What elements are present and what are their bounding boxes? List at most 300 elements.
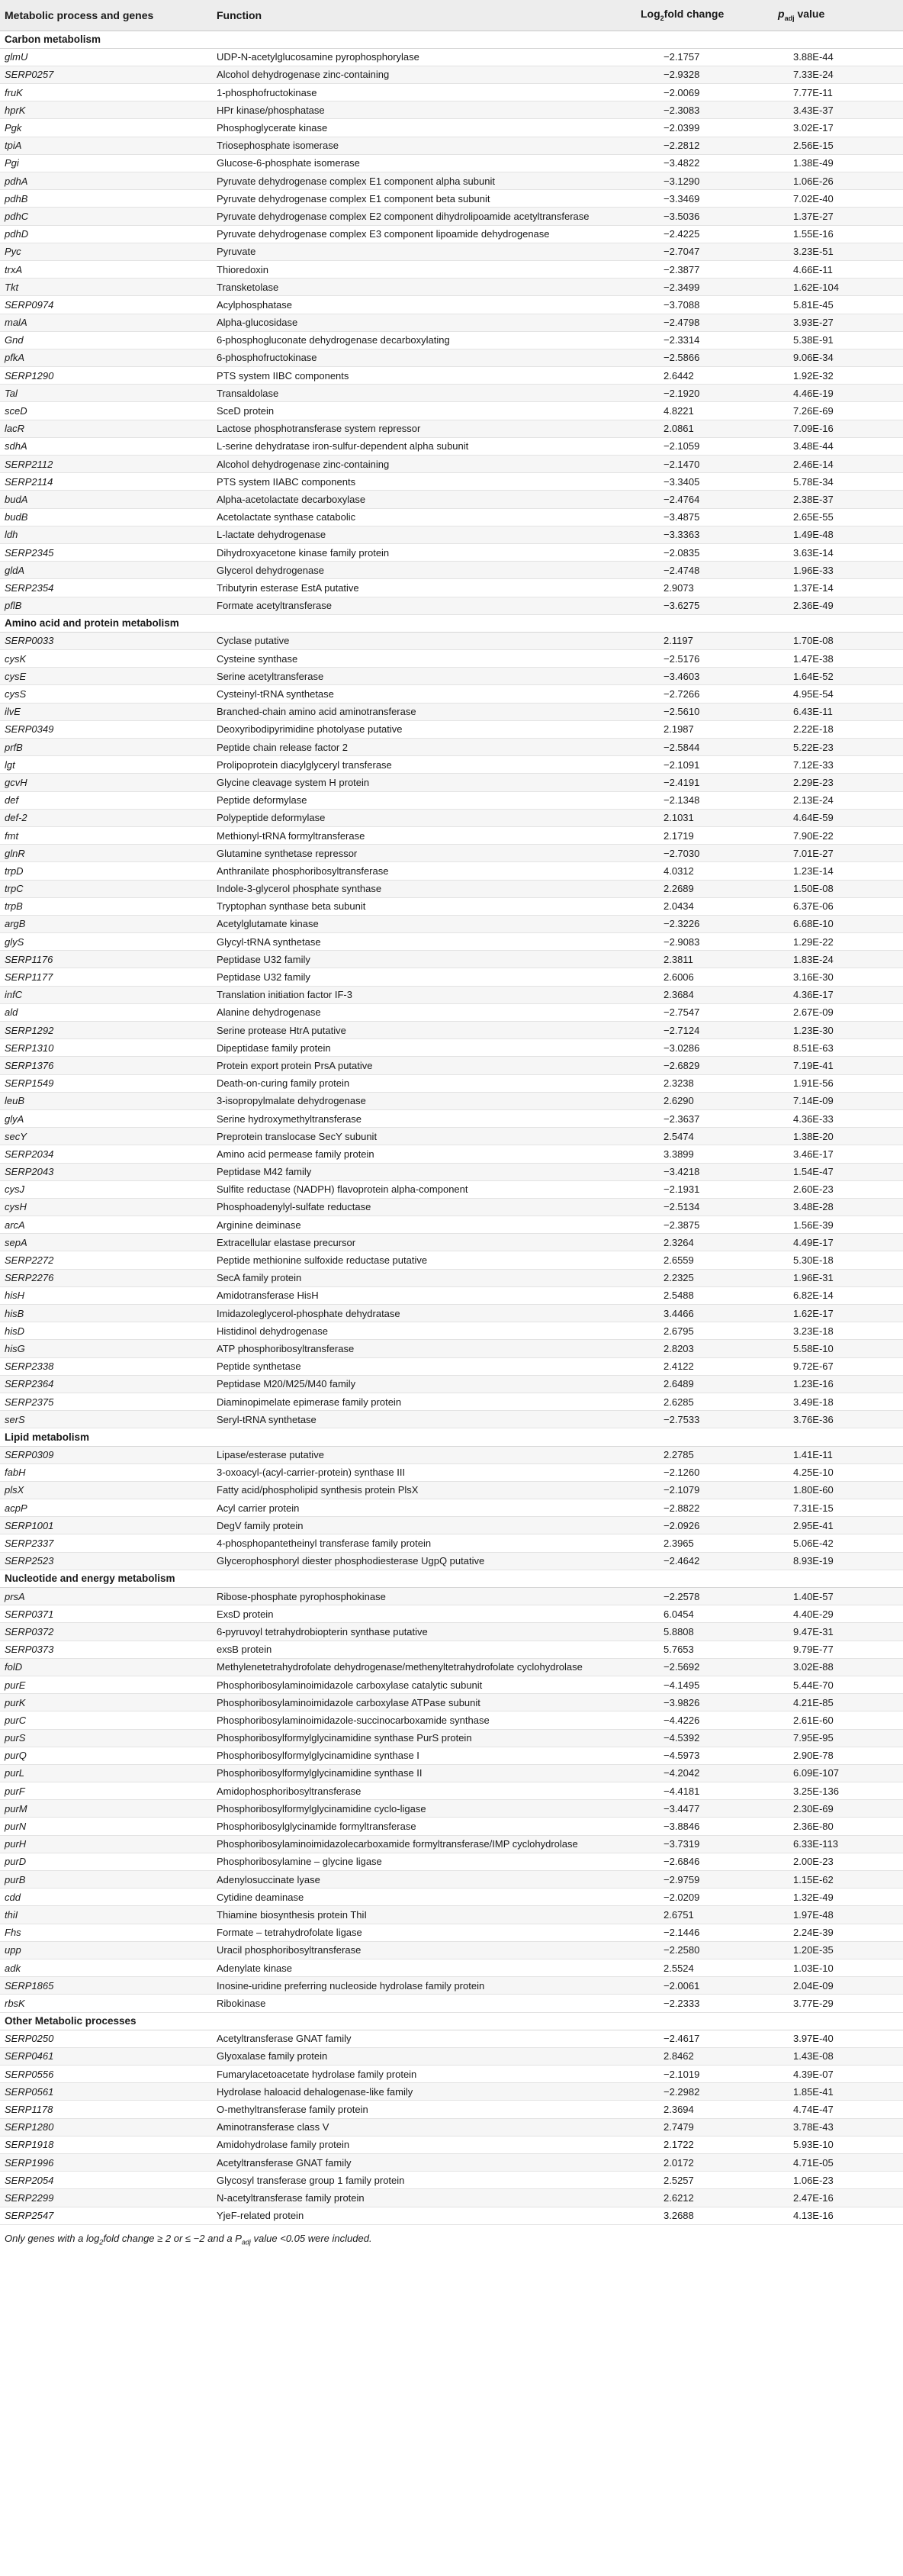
gene-cell: SERP2043 <box>5 1166 54 1178</box>
p-value-cell: 6.68E-10 <box>793 918 834 930</box>
table-row <box>0 367 903 385</box>
fold-change-cell: −2.1931 <box>664 1183 700 1196</box>
p-value-cell: 8.93E-19 <box>793 1555 834 1567</box>
table-row <box>0 154 903 172</box>
function-cell: Alcohol dehydrogenase zinc-containing <box>217 69 390 81</box>
p-value-cell: 3.97E-40 <box>793 2033 834 2045</box>
fold-change-cell: 4.0312 <box>664 865 694 877</box>
section-header-row <box>0 614 903 632</box>
gene-cell: SERP2114 <box>5 475 53 488</box>
function-cell: Formate – tetrahydrofolate ligase <box>217 1927 362 1939</box>
table-row <box>0 101 903 119</box>
function-cell: Triosephosphate isomerase <box>217 140 339 152</box>
table-row <box>0 1039 903 1057</box>
table-row <box>0 1658 903 1676</box>
table-row <box>0 1269 903 1286</box>
table-row <box>0 1924 903 1941</box>
section-title: Carbon metabolism <box>0 31 903 48</box>
p-value-cell: 7.95E-95 <box>793 1732 834 1744</box>
fold-change-cell: −2.7030 <box>664 847 700 859</box>
header-p-sub: adj <box>784 14 795 23</box>
gene-cell: sepA <box>5 1236 27 1248</box>
p-value-cell: 4.39E-07 <box>793 2068 834 2080</box>
table-row <box>0 1906 903 1924</box>
p-value-cell: 1.23E-16 <box>793 1378 834 1390</box>
fold-change-cell: −4.1495 <box>664 1679 700 1691</box>
function-cell: Phosphoribosylaminoimidazole carboxylase ATPase subunit <box>217 1696 480 1708</box>
fold-change-cell: 2.6285 <box>664 1396 694 1408</box>
p-value-cell: 4.40E-29 <box>793 1608 834 1620</box>
function-cell: Adenylosuccinate lyase <box>217 1873 320 1885</box>
function-cell: ATP phosphoribosyltransferase <box>217 1342 355 1354</box>
p-value-cell: 1.23E-30 <box>793 1024 834 1036</box>
section-title: Other Metabolic processes <box>0 2012 903 2030</box>
footnote-part: Only genes with a log <box>5 2232 100 2244</box>
function-cell: Phosphoribosylformylglycinamidine cyclo-ligase <box>217 1802 426 1814</box>
fold-change-cell: −2.1470 <box>664 458 700 470</box>
p-value-cell: 7.12E-33 <box>793 758 834 771</box>
function-cell: Glycosyl transferase group 1 family protein <box>217 2174 405 2186</box>
fold-change-cell: −2.1446 <box>664 1927 700 1939</box>
table-row <box>0 1022 903 1039</box>
gene-cell: Tkt <box>5 281 19 293</box>
p-value-cell: 7.19E-41 <box>793 1059 834 1071</box>
fold-change-cell: −2.7547 <box>664 1006 700 1019</box>
table-row <box>0 1411 903 1428</box>
gene-cell: Pyc <box>5 246 21 258</box>
function-cell: N-acetyltransferase family protein <box>217 2191 365 2204</box>
table-row <box>0 756 903 774</box>
table-row <box>0 2172 903 2189</box>
function-cell: Death-on-curing family protein <box>217 1077 350 1090</box>
table-row <box>0 1641 903 1658</box>
table-row <box>0 862 903 880</box>
p-value-cell: 5.78E-34 <box>793 475 834 488</box>
p-value-cell: 2.24E-39 <box>793 1927 834 1939</box>
gene-cell: adk <box>5 1962 21 1974</box>
table-row <box>0 1216 903 1234</box>
gene-cell: acpP <box>5 1502 27 1514</box>
fold-change-cell: −2.3499 <box>664 281 700 293</box>
table-row <box>0 190 903 208</box>
fold-change-cell: 5.7653 <box>664 1644 694 1656</box>
table-row <box>0 331 903 349</box>
p-value-cell: 1.03E-10 <box>793 1962 834 1974</box>
fold-change-cell: −3.3363 <box>664 529 700 541</box>
fold-change-cell: −2.0399 <box>664 122 700 134</box>
fold-change-cell: 2.3694 <box>664 2104 694 2116</box>
fold-change-cell: 2.3264 <box>664 1236 694 1248</box>
table-row <box>0 2066 903 2083</box>
gene-cell: purM <box>5 1802 27 1814</box>
fold-change-cell: −2.4764 <box>664 493 700 505</box>
table-row <box>0 349 903 366</box>
p-value-cell: 5.06E-42 <box>793 1538 834 1550</box>
fold-change-cell: −2.4642 <box>664 1555 700 1567</box>
p-value-cell: 7.02E-40 <box>793 192 834 204</box>
p-value-cell: 5.81E-45 <box>793 298 834 311</box>
header-p-value <box>778 0 903 31</box>
function-cell: Acetyltransferase GNAT family <box>217 2033 352 2045</box>
function-cell: Preprotein translocase SecY subunit <box>217 1130 378 1142</box>
function-cell: Branched-chain amino acid aminotransferase <box>217 706 416 718</box>
function-cell: PTS system IIABC components <box>217 475 356 488</box>
gene-cell: glyA <box>5 1113 24 1125</box>
gene-cell: SERP1549 <box>5 1077 54 1090</box>
table-row <box>0 225 903 243</box>
function-cell: Aminotransferase class V <box>217 2121 329 2133</box>
fold-change-cell: 2.8203 <box>664 1342 694 1354</box>
fold-change-cell: 2.6006 <box>664 971 694 984</box>
p-value-cell: 9.06E-34 <box>793 352 834 364</box>
p-value-cell: 1.15E-62 <box>793 1873 834 1885</box>
fold-change-cell: 4.8221 <box>664 405 694 417</box>
gene-cell: Fhs <box>5 1927 21 1939</box>
gene-cell: SERP1178 <box>5 2104 53 2116</box>
gene-cell: SERP2112 <box>5 458 53 470</box>
table-row <box>0 1322 903 1340</box>
fold-change-cell: −2.7533 <box>664 1413 700 1425</box>
table-row <box>0 1605 903 1623</box>
p-value-cell: 1.40E-57 <box>793 1590 834 1602</box>
fold-change-cell: −2.3314 <box>664 334 700 346</box>
header-function: Function <box>217 8 262 21</box>
gene-cell: arcA <box>5 1219 25 1231</box>
function-cell: Acetylglutamate kinase <box>217 918 319 930</box>
table-row <box>0 1074 903 1092</box>
gene-cell: pdhB <box>5 192 28 204</box>
function-cell: Alpha-acetolactate decarboxylase <box>217 493 366 505</box>
table-row <box>0 1747 903 1764</box>
function-cell: Glutamine synthetase repressor <box>217 847 358 859</box>
fold-change-cell: −4.2042 <box>664 1767 700 1779</box>
p-value-cell: 7.31E-15 <box>793 1502 834 1514</box>
table-body <box>0 31 903 2224</box>
gene-cell: pdhD <box>5 228 29 240</box>
table-row <box>0 1145 903 1163</box>
function-cell: SecA family protein <box>217 1272 302 1284</box>
function-cell: Dihydroxyacetone kinase family protein <box>217 546 390 559</box>
function-cell: Alcohol dehydrogenase zinc-containing <box>217 458 390 470</box>
table-row <box>0 84 903 101</box>
gene-cell: pflB <box>5 600 22 612</box>
function-cell: DegV family protein <box>217 1519 304 1531</box>
p-value-cell: 3.23E-18 <box>793 1325 834 1337</box>
fold-change-cell: −2.3877 <box>664 263 700 275</box>
p-value-cell: 3.02E-88 <box>793 1661 834 1673</box>
function-cell: 6-phosphogluconate dehydrogenase decarboxylating <box>217 334 450 346</box>
footnote-part: value <0.05 were included. <box>250 2232 372 2244</box>
function-cell: Thiamine biosynthesis protein ThiI <box>217 1908 368 1921</box>
section-header-row <box>0 1570 903 1587</box>
p-value-cell: 4.13E-16 <box>793 2210 834 2222</box>
gene-cell: SERP1310 <box>5 1042 54 1054</box>
function-cell: Lactose phosphotransferase system repressor <box>217 423 421 435</box>
gene-cell: SERP1280 <box>5 2121 54 2133</box>
gene-cell: trxA <box>5 263 23 275</box>
table-row <box>0 543 903 561</box>
p-value-cell: 1.37E-14 <box>793 581 834 594</box>
gene-cell: SERP0372 <box>5 1625 54 1637</box>
function-cell: Cytidine deaminase <box>217 1891 304 1903</box>
gene-cell: purS <box>5 1732 26 1744</box>
table-row <box>0 491 903 508</box>
function-cell: Tryptophan synthase beta subunit <box>217 900 366 913</box>
table-row <box>0 1128 903 1145</box>
gene-cell: SERP1376 <box>5 1059 54 1071</box>
fold-change-cell: −2.0835 <box>664 546 700 559</box>
table-row <box>0 1003 903 1021</box>
table-row <box>0 668 903 685</box>
p-value-cell: 2.22E-18 <box>793 723 834 736</box>
table-row <box>0 456 903 473</box>
function-cell: Pyruvate <box>217 246 256 258</box>
gene-cell: SERP1176 <box>5 953 53 965</box>
table-row <box>0 1853 903 1870</box>
p-value-cell: 4.66E-11 <box>793 263 833 275</box>
gene-cell: SERP2547 <box>5 2210 54 2222</box>
function-cell: Phosphoribosylformylglycinamidine synthase II <box>217 1767 423 1779</box>
gene-cell: trpC <box>5 883 24 895</box>
table-row <box>0 685 903 703</box>
fold-change-cell: −3.9826 <box>664 1696 700 1708</box>
fold-change-cell: 2.6795 <box>664 1325 694 1337</box>
gene-cell: SERP1865 <box>5 1979 54 1992</box>
footnote-sub: 2 <box>99 2238 104 2246</box>
table-row <box>0 2047 903 2065</box>
p-value-cell: 4.36E-33 <box>793 1113 834 1125</box>
table-row <box>0 1286 903 1304</box>
fold-change-cell: −2.2982 <box>664 2085 700 2098</box>
gene-cell: thiI <box>5 1908 18 1921</box>
table-row <box>0 66 903 83</box>
table-row <box>0 632 903 649</box>
gene-cell: SERP0974 <box>5 298 54 311</box>
fold-change-cell: −2.5610 <box>664 706 700 718</box>
fold-change-cell: 6.0454 <box>664 1608 694 1620</box>
p-value-cell: 1.38E-20 <box>793 1130 834 1142</box>
function-cell: Serine hydroxymethyltransferase <box>217 1113 362 1125</box>
function-cell: L-serine dehydratase iron-sulfur-dependent alpha subunit <box>217 440 469 452</box>
table-row <box>0 508 903 526</box>
section-header-row <box>0 1428 903 1446</box>
fold-change-cell: −2.7266 <box>664 688 700 700</box>
table-row <box>0 1393 903 1410</box>
table-row <box>0 2083 903 2101</box>
table-row <box>0 951 903 968</box>
header-fc-post: fold change <box>664 8 725 21</box>
gene-cell: glyS <box>5 935 24 948</box>
fold-change-cell: 2.5474 <box>664 1130 694 1142</box>
gene-cell: cysE <box>5 670 27 682</box>
p-value-cell: 1.37E-27 <box>793 210 834 222</box>
header-p-italic: p <box>778 8 785 21</box>
table-row <box>0 1782 903 1800</box>
gene-cell: SERP2034 <box>5 1148 54 1160</box>
function-cell: YjeF-related protein <box>217 2210 304 2222</box>
gene-cell: Gnd <box>5 334 24 346</box>
gene-cell: folD <box>5 1661 23 1673</box>
fold-change-cell: −2.9083 <box>664 935 700 948</box>
gene-cell: secY <box>5 1130 27 1142</box>
fold-change-cell: 2.6489 <box>664 1378 694 1390</box>
function-cell: Acetyltransferase GNAT family <box>217 2156 352 2169</box>
fold-change-cell: −3.5036 <box>664 210 700 222</box>
fold-change-cell: −2.2578 <box>664 1590 700 1602</box>
function-cell: Methylenetetrahydrofolate dehydrogenase/methenyltetrahydrofolate cyclohydrolase <box>217 1661 583 1673</box>
fold-change-cell: 2.4122 <box>664 1360 694 1373</box>
fold-change-cell: −2.7124 <box>664 1024 700 1036</box>
function-cell: Transketolase <box>217 281 279 293</box>
gene-cell: SERP0250 <box>5 2033 54 2045</box>
function-cell: Amidophosphoribosyltransferase <box>217 1785 362 1797</box>
gene-cell: SERP1001 <box>5 1519 54 1531</box>
table-row <box>0 1057 903 1074</box>
function-cell: Peptide deformylase <box>217 794 307 807</box>
function-cell: Glycyl-tRNA synthetase <box>217 935 321 948</box>
fold-change-cell: −2.1079 <box>664 1484 700 1496</box>
p-value-cell: 1.41E-11 <box>793 1449 833 1461</box>
table-row <box>0 933 903 951</box>
p-value-cell: 3.88E-44 <box>793 51 834 63</box>
fold-change-cell: −2.4798 <box>664 317 700 329</box>
p-value-cell: 4.71E-05 <box>793 2156 834 2169</box>
p-value-cell: 2.61E-60 <box>793 1714 834 1726</box>
function-cell: Peptide synthetase <box>217 1360 301 1373</box>
p-value-cell: 5.22E-23 <box>793 741 834 753</box>
table-row <box>0 720 903 738</box>
gene-cell: sdhA <box>5 440 27 452</box>
gene-cell: fruK <box>5 86 23 98</box>
fold-change-cell: −2.5176 <box>664 652 700 665</box>
function-cell: Tributyrin esterase EstA putative <box>217 581 359 594</box>
table-row <box>0 1623 903 1641</box>
p-value-cell: 1.29E-22 <box>793 935 834 948</box>
function-cell: Protein export protein PrsA putative <box>217 1059 373 1071</box>
table-row <box>0 2207 903 2224</box>
fold-change-cell: 2.6751 <box>664 1908 694 1921</box>
table-row <box>0 1340 903 1357</box>
table-row <box>0 1180 903 1198</box>
p-value-cell: 1.20E-35 <box>793 1944 834 1956</box>
p-value-cell: 1.32E-49 <box>793 1891 834 1903</box>
function-cell: Pyruvate dehydrogenase complex E3 component lipoamide dehydrogenase <box>217 228 550 240</box>
function-cell: 6-phosphofructokinase <box>217 352 317 364</box>
header-gene: Metabolic process and genes <box>5 8 154 21</box>
p-value-cell: 4.46E-19 <box>793 387 834 399</box>
table-row <box>0 1889 903 1906</box>
table-row <box>0 473 903 491</box>
p-value-cell: 3.23E-51 <box>793 246 834 258</box>
function-cell: Anthranilate phosphoribosyltransferase <box>217 865 389 877</box>
fold-change-cell: −2.6829 <box>664 1059 700 1071</box>
fold-change-cell: 2.6442 <box>664 369 694 382</box>
gene-cell: SERP1918 <box>5 2139 54 2151</box>
function-cell: Amidotransferase HisH <box>217 1290 319 1302</box>
function-cell: Phosphoadenylyl-sulfate reductase <box>217 1201 371 1213</box>
function-cell: Arginine deiminase <box>217 1219 301 1231</box>
table-row <box>0 1764 903 1782</box>
gene-cell: prfB <box>5 741 23 753</box>
function-cell: Cysteinyl-tRNA synthetase <box>217 688 334 700</box>
fold-change-cell: −2.5866 <box>664 352 700 364</box>
fold-change-cell: 2.3965 <box>664 1538 694 1550</box>
section-title: Amino acid and protein metabolism <box>0 614 903 632</box>
gene-cell: sceD <box>5 405 27 417</box>
fold-change-cell: 2.1719 <box>664 829 694 842</box>
gene-cell: malA <box>5 317 27 329</box>
table-row <box>0 774 903 791</box>
gene-cell: infC <box>5 989 23 1001</box>
function-cell: Phosphoribosylformylglycinamidine synthase I <box>217 1750 419 1762</box>
p-value-cell: 6.33E-113 <box>793 1838 839 1850</box>
section-title: Nucleotide and energy metabolism <box>0 1570 903 1587</box>
fold-change-cell: −3.4603 <box>664 670 700 682</box>
table-row <box>0 1198 903 1216</box>
function-cell: Phosphoribosylaminoimidazolecarboxamide formyltransferase/IMP cyclohydrolase <box>217 1838 578 1850</box>
p-value-cell: 2.00E-23 <box>793 1856 834 1868</box>
fold-change-cell: −2.4748 <box>664 564 700 576</box>
table-row <box>0 1977 903 1995</box>
function-cell: ExsD protein <box>217 1608 274 1620</box>
fold-change-cell: 3.4466 <box>664 1307 694 1319</box>
p-value-cell: 1.80E-60 <box>793 1484 834 1496</box>
fold-change-cell: −4.5973 <box>664 1750 700 1762</box>
gene-cell: glnR <box>5 847 25 859</box>
function-cell: Diaminopimelate epimerase family protein <box>217 1396 402 1408</box>
fold-change-cell: −2.1348 <box>664 794 700 807</box>
fold-change-cell: −3.4875 <box>664 511 700 523</box>
table-row <box>0 2189 903 2207</box>
gene-cell: tpiA <box>5 140 22 152</box>
p-value-cell: 5.30E-18 <box>793 1254 834 1267</box>
gene-cell: def <box>5 794 19 807</box>
gene-cell: upp <box>5 1944 21 1956</box>
gene-cell: serS <box>5 1413 25 1425</box>
fold-change-cell: 2.3238 <box>664 1077 694 1090</box>
p-value-cell: 5.58E-10 <box>793 1342 834 1354</box>
table-row <box>0 897 903 915</box>
fold-change-cell: −2.9759 <box>664 1873 700 1885</box>
table-row <box>0 1552 903 1570</box>
p-value-cell: 3.16E-30 <box>793 971 834 984</box>
function-cell: Methionyl-tRNA formyltransferase <box>217 829 365 842</box>
p-value-cell: 2.56E-15 <box>793 140 834 152</box>
gene-cell: glmU <box>5 51 28 63</box>
fold-change-cell: 2.2785 <box>664 1449 694 1461</box>
fold-change-cell: 2.3684 <box>664 989 694 1001</box>
p-value-cell: 1.47E-38 <box>793 652 834 665</box>
function-cell: Hydrolase haloacid dehalogenase-like family <box>217 2085 413 2098</box>
function-cell: Uracil phosphoribosyltransferase <box>217 1944 362 1956</box>
fold-change-cell: −4.4181 <box>664 1785 700 1797</box>
gene-cell: SERP2276 <box>5 1272 54 1284</box>
fold-change-cell: 2.5257 <box>664 2174 694 2186</box>
header-fc-sub: 2 <box>660 14 664 23</box>
p-value-cell: 2.36E-49 <box>793 600 834 612</box>
table-row <box>0 826 903 844</box>
function-cell: Glycine cleavage system H protein <box>217 776 370 788</box>
function-cell: Ribose-phosphate pyrophosphokinase <box>217 1590 386 1602</box>
table-row <box>0 1835 903 1853</box>
fold-change-cell: 3.2688 <box>664 2210 694 2222</box>
function-cell: Fumarylacetoacetate hydrolase family protein <box>217 2068 417 2080</box>
p-value-cell: 2.36E-80 <box>793 1821 834 1833</box>
fold-change-cell: −2.9328 <box>664 69 700 81</box>
function-cell: Cyclase putative <box>217 635 290 647</box>
p-value-cell: 1.97E-48 <box>793 1908 834 1921</box>
fold-change-cell: −2.1920 <box>664 387 700 399</box>
